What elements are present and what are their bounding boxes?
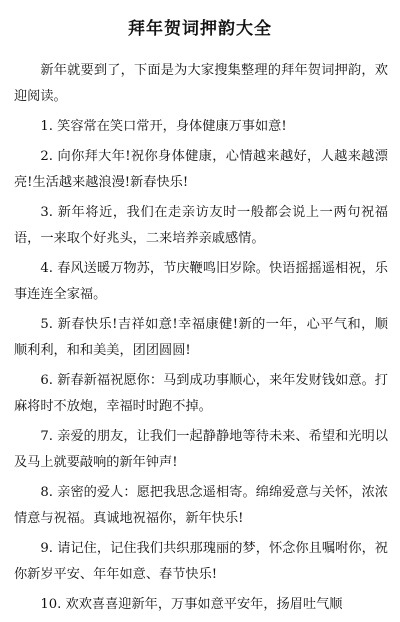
greeting-item-1: 1. 笑容常在笑口常开，身体健康万事如意! (40, 119, 287, 134)
greeting-item-5: 5. 新春快乐!吉祥如意!幸福康健!新的一年，心平气和，顺顺利利，和和美美，团团圆圆! (14, 317, 388, 358)
intro-paragraph: 新年就要到了，下面是为大家搜集整理的拜年贺词押韵，欢迎阅读。 (14, 63, 388, 104)
greeting-item-4: 4. 春风送暖万物苏，节庆鞭鸣旧岁除。快语摇摇遥相祝，乐事连连全家福。 (14, 261, 388, 302)
document-body (14, 58, 388, 622)
page-title: 拜年贺词押韵大全 (128, 19, 272, 39)
greeting-item-7: 7. 亲爱的朋友，让我们一起静静地等待未来、希望和光明以及马上就要敲响的新年钟声! (14, 429, 388, 470)
greeting-item-8: 8. 亲密的爱人：愿把我思念遥相寄。绵绵爱意与关怀，浓浓情意与祝福。真诚地祝福你，新年快乐! (14, 485, 388, 526)
greeting-item-3: 3. 新年将近，我们在走亲访友时一般都会说上一两句祝福语，一来取个好兆头，二来培养亲戚感情。 (14, 205, 388, 246)
greeting-item-2: 2. 向你拜大年!祝你身体健康，心情越来越好，人越来越漂亮!生活越来越浪漫!新春快乐! (14, 149, 388, 190)
greeting-item-6: 6. 新春新福祝愿你：马到成功事顺心，来年发财钱如意。打麻将时不放炮，幸福时时跑不掉。 (14, 373, 388, 414)
greeting-item-9: 9. 请记住，记住我们共织那瑰丽的梦，怀念你且嘱咐你，祝你新岁平安、年年如意、春节快乐! (14, 541, 388, 582)
greeting-item-10: 10. 欢欢喜喜迎新年，万事如意平安年，扬眉吐气顺 (40, 597, 343, 612)
